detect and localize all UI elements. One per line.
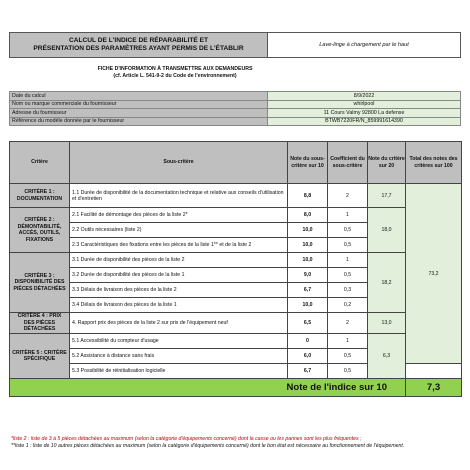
sub-criterion-coef: 0,5 xyxy=(328,223,368,238)
footnotes xyxy=(11,436,466,450)
fiche-line2: (cf. Article L. 541-9-2 du Code de l'environnement) xyxy=(113,73,237,79)
header-title-line1: CALCUL DE L'INDICE DE RÉPARABILITÉ ET xyxy=(68,36,209,44)
sub-criterion-note: 10,0 xyxy=(288,223,328,238)
total-score: 73,2 xyxy=(406,184,462,364)
criterion-4-note: 13,0 xyxy=(368,313,406,334)
info-label: Date du calcul xyxy=(10,92,268,101)
sub-criterion-note: 6,5 xyxy=(288,313,328,334)
sub-criterion-label: 5.1 Accessibilité du compteur d'usage xyxy=(70,334,288,349)
sub-criterion-label: 3.1 Durée de disponibilité des pièces de la liste 2 xyxy=(70,253,288,268)
sub-criterion-coef: 0,5 xyxy=(328,364,368,379)
fiche-subtitle xyxy=(60,66,290,80)
criterion-2-name xyxy=(10,208,70,253)
criterion-name-line: ACCÈS, OUTILS, xyxy=(18,230,61,236)
supplier-info-table xyxy=(9,91,461,126)
criterion-name-line: DÉTACHÉES xyxy=(23,326,56,333)
criterion-name-line: DOCUMENTATION xyxy=(16,195,63,202)
repairability-table xyxy=(9,141,462,397)
col-header-total: Total des notes des critères sur 100 xyxy=(406,142,462,184)
table-row xyxy=(10,313,462,334)
sub-criterion-note: 8,8 xyxy=(288,184,328,208)
info-label: Adresse du fournisseur xyxy=(10,109,268,118)
sub-criterion-coef: 0,5 xyxy=(328,238,368,253)
criterion-3-note: 18,2 xyxy=(368,253,406,313)
col-header-sous-critere: Sous-critère xyxy=(70,142,288,184)
sub-criterion-label: 5.3 Possibilité de réinitialisation logicielle xyxy=(70,364,288,379)
criterion-name-line: CRITÈRE 5 : CRITÈRE xyxy=(12,349,67,356)
criterion-name-line: SPÉCIFIQUE xyxy=(23,356,56,362)
info-row xyxy=(10,100,461,109)
sub-criterion-coef: 0,3 xyxy=(328,283,368,298)
empty-cell xyxy=(406,364,462,379)
criterion-name-line: CRITÈRE 1 : xyxy=(24,189,55,195)
sub-criterion-coef: 2 xyxy=(328,184,368,208)
document-header xyxy=(9,32,461,58)
col-header-note-sous-critere: Note du sous-critère sur 10 xyxy=(288,142,328,184)
info-value: whirlpool xyxy=(268,100,461,109)
sub-criterion-coef: 0,2 xyxy=(328,298,368,313)
fiche-line1: FICHE D'INFORMATION À TRANSMETTRE AUX DEMANDEURS xyxy=(97,66,253,72)
criterion-4-name xyxy=(10,313,70,334)
criterion-5-note: 6,3 xyxy=(368,334,406,379)
col-header-critere: Critère xyxy=(10,142,70,184)
sub-criterion-label: 3.2 Durée de disponibilité des pièces de la liste 1 xyxy=(70,268,288,283)
product-category: Lave-linge à chargement par le haut xyxy=(319,42,409,48)
info-row xyxy=(10,117,461,126)
criterion-2-note: 18,0 xyxy=(368,208,406,253)
criterion-name-line: CRITÈRE 4 : PRIX xyxy=(17,313,62,320)
sub-criterion-note: 6,7 xyxy=(288,364,328,379)
info-value: 11 Cours Valmy 92800 La defense xyxy=(268,109,461,118)
final-score-row xyxy=(10,379,462,397)
criterion-1-note: 17,7 xyxy=(368,184,406,208)
sub-criterion-note: 8,0 xyxy=(288,208,328,223)
sub-criterion-note: 6,0 xyxy=(288,349,328,364)
criterion-name-line: FIXATIONS xyxy=(25,236,54,243)
sub-criterion-note: 0 xyxy=(288,334,328,349)
sub-criterion-label: 4. Rapport prix des pièces de la liste 2 sur prix de l'équipement neuf xyxy=(70,313,288,334)
col-header-coefficient: Coefficient du sous-critère xyxy=(328,142,368,184)
sub-criterion-label: 3.4 Délais de livraison des pièces de la liste 1 xyxy=(70,298,288,313)
sub-criterion-coef: 1 xyxy=(328,208,368,223)
sub-criterion-label: 2.1 Facilité de démontage des pièces de la liste 2* xyxy=(70,208,288,223)
criterion-name-line: CRITÈRE 2 : xyxy=(24,217,55,223)
criterion-name-line: DISPONIBILITÉ DES xyxy=(14,279,65,286)
footnote-list-2: *liste 2 : liste de 3 à 5 pièces détachées au maximum (selon la catégorie d'équipements concerné) dont la casse ou les pannes sont les plus fréquentes ; xyxy=(11,436,362,442)
header-title xyxy=(10,33,268,57)
table-row xyxy=(10,184,462,208)
criterion-name-line: DÉMONTABILITÉ, xyxy=(17,223,62,230)
sub-criterion-coef: 0,5 xyxy=(328,349,368,364)
table-row xyxy=(10,253,462,268)
sub-criterion-coef: 1 xyxy=(328,253,368,268)
final-score-label: Note de l'indice sur 10 xyxy=(10,379,406,397)
table-row xyxy=(10,208,462,223)
criterion-name-line: PIÈCES DÉTACHÉES xyxy=(13,285,66,292)
criterion-5-name xyxy=(10,334,70,379)
sub-criterion-note: 10,0 xyxy=(288,253,328,268)
sub-criterion-note: 10,0 xyxy=(288,238,328,253)
sub-criterion-label: 1.1 Durée de disponibilité de la documentation technique et relative aux conseils d'utilisation et d'entretien xyxy=(70,184,288,208)
info-value: 8/9/2022 xyxy=(268,92,461,101)
sub-criterion-label: 5.2 Assistance à distance sans frais xyxy=(70,349,288,364)
sub-criterion-label: 2.2 Outils nécessaires (liste 2) xyxy=(70,223,288,238)
sub-criterion-label: 3.3 Délais de livraison des pièces de la liste 2 xyxy=(70,283,288,298)
sub-criterion-coef: 0,5 xyxy=(328,268,368,283)
criterion-3-name xyxy=(10,253,70,313)
col-header-note-critere: Note du critère sur 20 xyxy=(368,142,406,184)
sub-criterion-note: 9,0 xyxy=(288,268,328,283)
sub-criterion-label: 2.3 Caractéristiques des fixations entre les pièces de la liste 1** et de la liste 2 xyxy=(70,238,288,253)
info-value: BTWB7220FR/N_859991614390 xyxy=(268,117,461,126)
table-header-row xyxy=(10,142,462,184)
info-label: Nom ou marque commerciale du fournisseur xyxy=(10,100,268,109)
criterion-name-line: CRITÈRE 3 : xyxy=(24,272,55,279)
info-row xyxy=(10,92,461,101)
final-score-value: 7,3 xyxy=(406,379,462,397)
criterion-1-name xyxy=(10,184,70,208)
table-row xyxy=(10,334,462,349)
info-label: Référence du modèle donnée par le fournisseur xyxy=(10,117,268,126)
sub-criterion-note: 6,7 xyxy=(288,283,328,298)
sub-criterion-coef: 2 xyxy=(328,313,368,334)
sub-criterion-note: 10,0 xyxy=(288,298,328,313)
sub-criterion-coef: 1 xyxy=(328,334,368,349)
info-row xyxy=(10,109,461,118)
footnote-list-1: **liste 1 : liste de 10 autres pièces détachées au maximum (selon la catégorie d'équipements concerné) dont le bon état est nécessaire au fonctionnement de l'équipement. xyxy=(11,443,405,449)
criterion-name-line: DES PIÈCES xyxy=(23,319,56,326)
header-title-line2: PRÉSENTATION DES PARAMÈTRES AYANT PERMIS DE L'ÉTABLIR xyxy=(33,45,244,52)
